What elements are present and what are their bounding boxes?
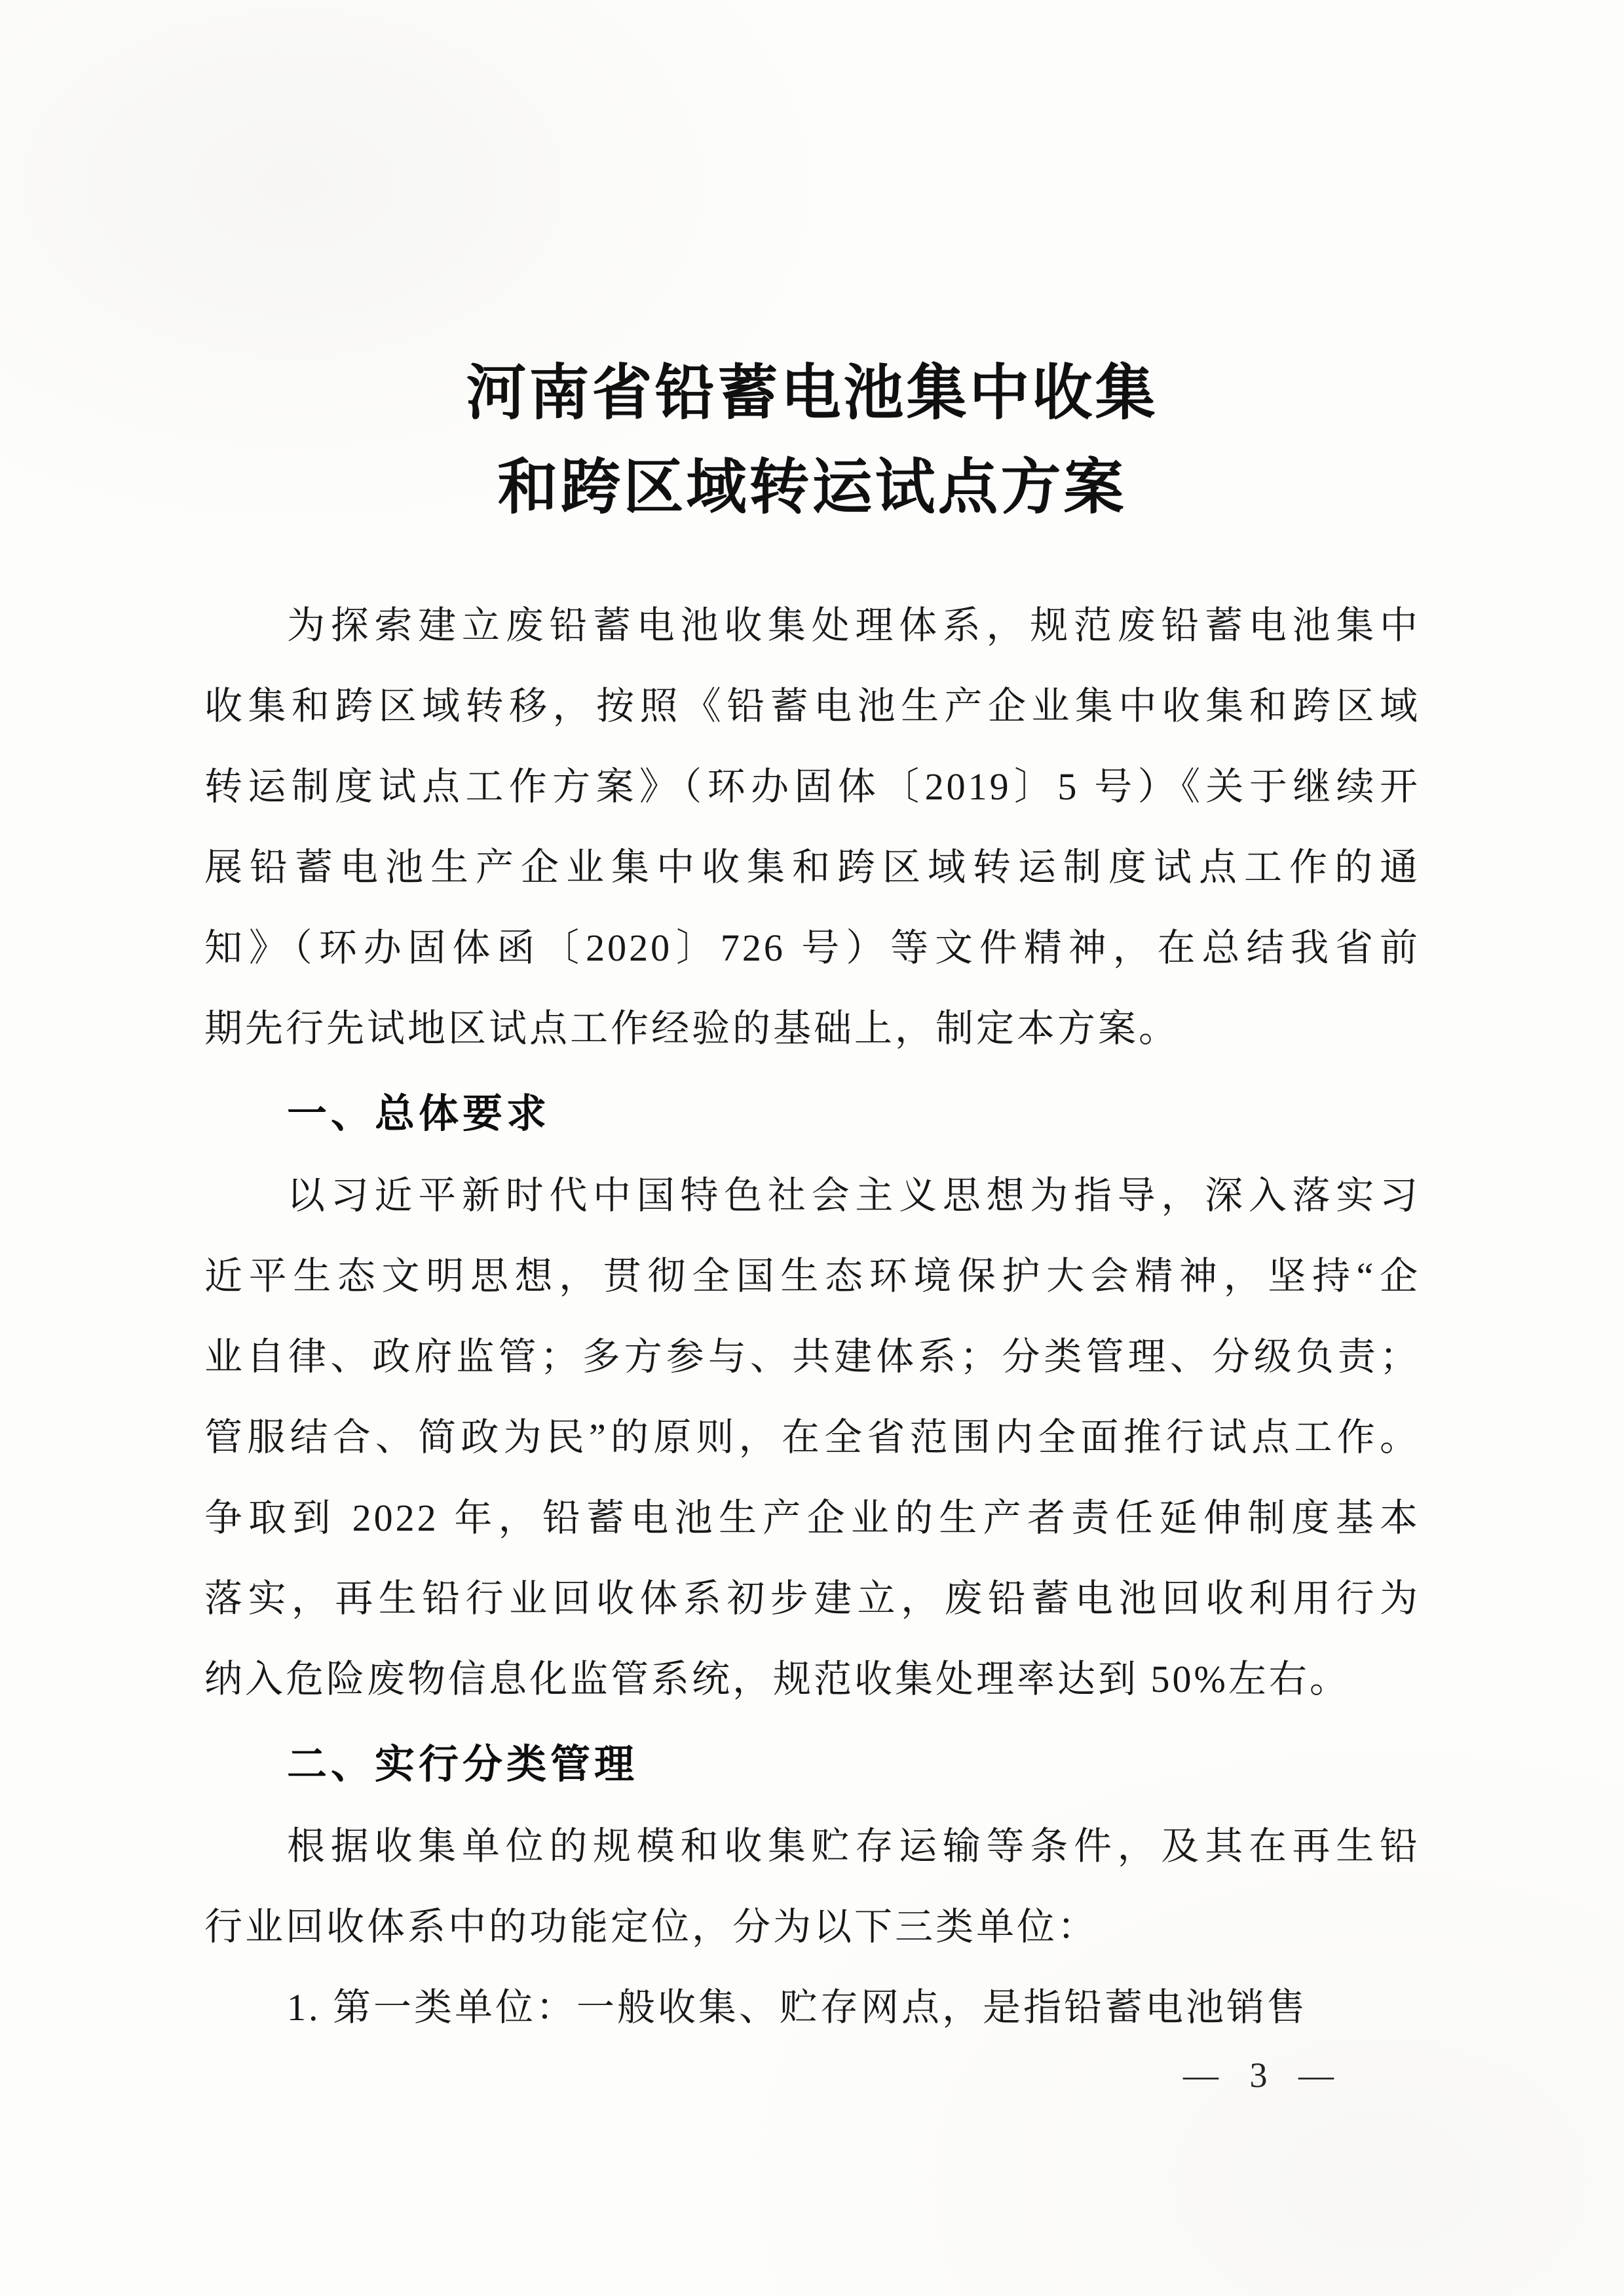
- overall-line-6: 落实，再生铅行业回收体系初步建立，废铅蓄电池回收利用行为: [204, 1577, 1420, 1620]
- overall-line-7: 纳入危险废物信息化监管系统，规范收集处理率达到 50%左右。: [204, 1658, 1350, 1700]
- overall-line-2: 近平生态文明思想，贯彻全国生态环境保护大会精神，坚持“企: [204, 1255, 1420, 1297]
- classification-line-1: 根据收集单位的规模和收集贮存运输等条件，及其在再生铅: [287, 1825, 1420, 1867]
- document-title: [0, 346, 1624, 535]
- intro-line-3: 转运制度试点工作方案》（环办固体〔2019〕5 号）《关于继续开: [204, 765, 1420, 808]
- overall-line-4: 管服结合、简政为民”的原则，在全省范围内全面推行试点工作。: [204, 1416, 1420, 1459]
- intro-line-6: 期先行先试地区试点工作经验的基础上，制定本方案。: [204, 1007, 1180, 1050]
- page-number: — 3 —: [1183, 2056, 1338, 2095]
- section-heading-overall: 一、总体要求: [287, 1091, 551, 1136]
- intro-line-5: 知》（环办固体函〔2020〕726 号）等文件精神，在总结我省前: [204, 927, 1420, 969]
- intro-line-4: 展铅蓄电池生产企业集中收集和跨区域转运制度试点工作的通: [204, 846, 1420, 889]
- intro-line-1: 为探索建立废铅蓄电池收集处理体系，规范废铅蓄电池集中: [287, 604, 1420, 647]
- classification-line-2: 行业回收体系中的功能定位，分为以下三类单位：: [204, 1905, 1099, 1948]
- title-line-1: 河南省铅蓄电池集中收集: [466, 360, 1158, 427]
- intro-line-2: 收集和跨区域转移，按照《铅蓄电池生产企业集中收集和跨区域: [204, 685, 1420, 727]
- section-heading-classification: 二、实行分类管理: [287, 1742, 639, 1786]
- overall-line-3: 业自律、政府监管；多方参与、共建体系；分类管理、分级负责；: [204, 1335, 1420, 1378]
- first-category-item-line-1: 1. 第一类单位：一般收集、贮存网点，是指铅蓄电池销售: [287, 1986, 1308, 2029]
- title-line-2: 和跨区域转运试点方案: [497, 454, 1127, 521]
- document-body: [204, 585, 1420, 2048]
- overall-line-5: 争取到 2022 年，铅蓄电池生产企业的生产者责任延伸制度基本: [204, 1497, 1420, 1539]
- overall-line-1: 以习近平新时代中国特色社会主义思想为指导，深入落实习: [287, 1174, 1420, 1217]
